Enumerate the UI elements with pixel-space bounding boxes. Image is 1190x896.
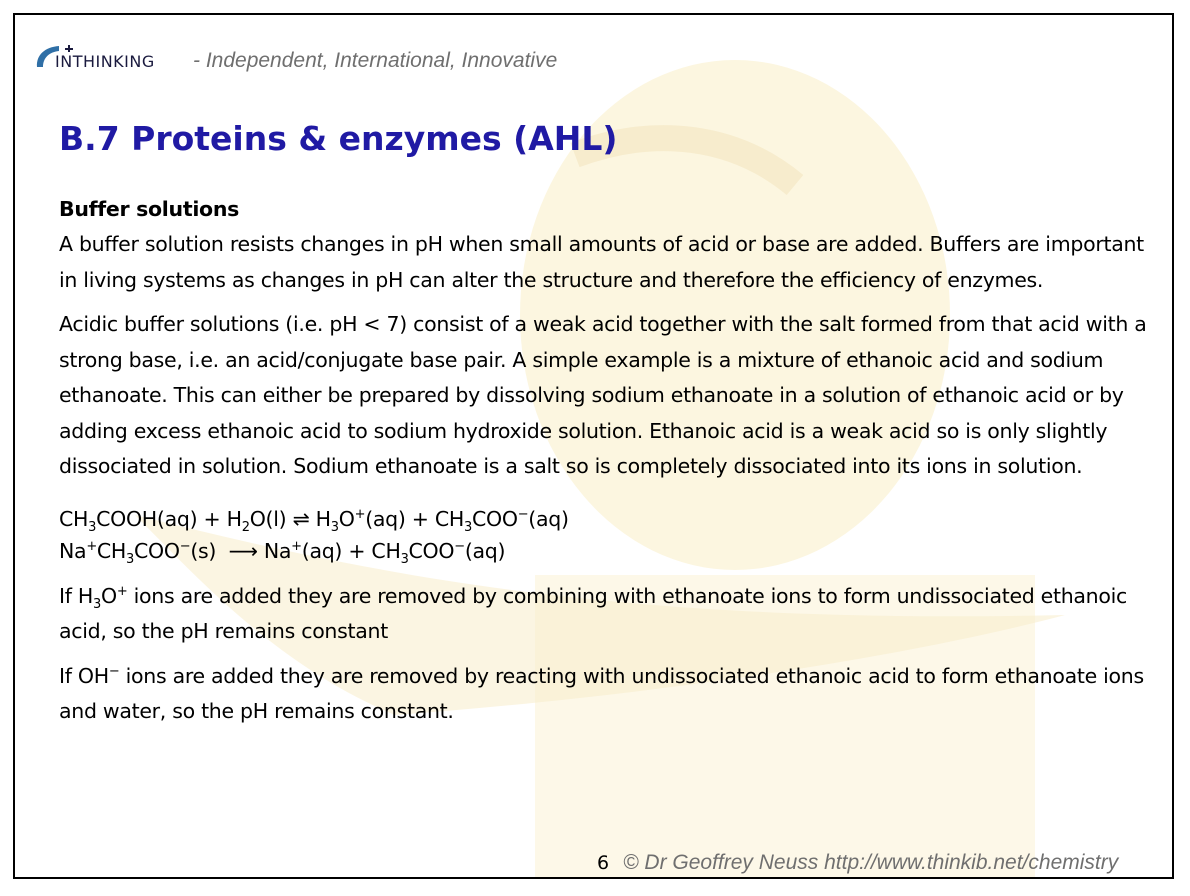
page-number: 6 (597, 852, 610, 874)
right-arrow-icon: ⟶ (216, 538, 264, 563)
page-title: B.7 Proteins & enzymes (AHL) (59, 119, 618, 158)
slide (13, 13, 1174, 879)
footer (597, 851, 1118, 875)
section-heading: Buffer solutions (59, 197, 240, 221)
slide-content (59, 187, 1159, 739)
header (33, 41, 557, 77)
logo-text: INTHINKING (55, 52, 155, 71)
paragraph-acidic-buffer: Acidic buffer solutions (i.e. pH < 7) consist of a weak acid together with the salt formed from that acid with a strong base, i.e. an acid/conjugate base pair. A simple example is a mixture of ethanoic acid and sodium ethanoate. This can either be prepared by dissolving sodium ethanoate in a solution of ethanoic acid or by adding excess ethanoic acid to sodium hydroxide solution. Ethanoic acid is a weak acid so is only slightly dissociated in solution. Sodium ethanoate is a salt so is completely dissociated into its ions in solution. (59, 312, 1147, 478)
paragraph-buffer-definition: A buffer solution resists changes in pH when small amounts of acid or base are added. Buffers are important in living systems as changes in pH can alter the structure and therefore the efficiency of enzymes. (59, 232, 1144, 292)
equilibrium-arrow-icon: ⇌ (292, 506, 310, 531)
equation-ethanoic-acid-dissociation: $CH_3COOH(aq) + H_2O(l)$ ⇌ $H_3O^+(aq) + CH_3COO^-(aq)$ (59, 506, 569, 535)
paragraph-add-base: If OH− ions are added they are removed by reacting with undissociated ethanoic acid to form ethanoate ions and water, so the pH remains constant. (59, 663, 1144, 723)
paragraph-add-acid: If $H_3O^+$ ions are added they are removed by combining with ethanoate ions to form undissociated ethanoic acid, so the pH remains constant (59, 583, 1127, 643)
tagline: - Independent, International, Innovative (193, 49, 558, 72)
copyright: © Dr Geoffrey Neuss http://www.thinkib.net/chemistry (623, 851, 1119, 874)
equations (59, 503, 1159, 567)
equation-sodium-ethanoate-dissociation: $Na^+CH_3COO^-(s)$ ⟶ $Na^+(aq) + CH_3COO^-(aq)$ (59, 538, 506, 567)
inthinking-logo (33, 41, 185, 77)
